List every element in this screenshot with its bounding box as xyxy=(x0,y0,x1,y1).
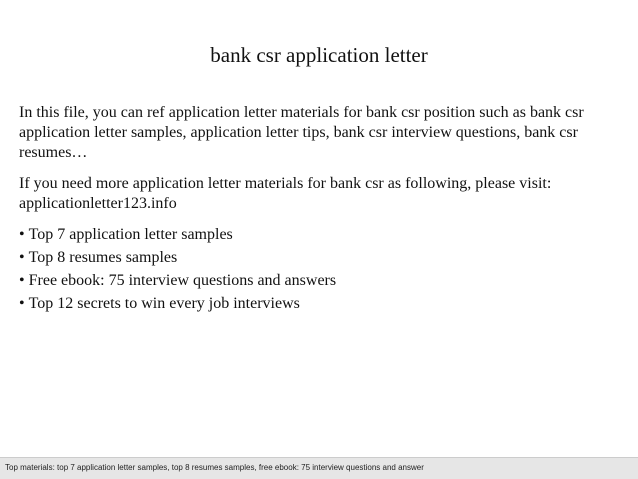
slide-content xyxy=(19,103,619,317)
slide-title: bank csr application letter xyxy=(210,43,428,67)
footer-text: Top materials: top 7 application letter samples, top 8 resumes samples, free ebook: 75 interview questions and answer xyxy=(5,463,424,472)
list-item xyxy=(19,225,619,245)
list-item-text: Top 7 application letter samples xyxy=(28,226,233,243)
bullet-icon: • xyxy=(19,226,25,243)
footer-bar xyxy=(0,457,638,479)
list-item xyxy=(19,248,619,268)
intro-paragraph: In this file, you can ref application letter materials for bank csr position such as bank csr application letter samples, application letter tips, bank csr interview questions, bank csr resumes… xyxy=(19,104,584,161)
bullet-icon: • xyxy=(19,249,25,266)
list-item xyxy=(19,271,619,291)
materials-list xyxy=(19,225,619,314)
visit-paragraph: If you need more application letter materials for bank csr as following, please visit: applicationletter123.info xyxy=(19,175,552,212)
list-item xyxy=(19,294,619,314)
bullet-icon: • xyxy=(19,272,25,289)
list-item-text: Free ebook: 75 interview questions and answers xyxy=(28,272,337,289)
bullet-icon: • xyxy=(19,295,25,312)
list-item-text: Top 12 secrets to win every job interviews xyxy=(28,295,300,312)
list-item-text: Top 8 resumes samples xyxy=(28,249,178,266)
